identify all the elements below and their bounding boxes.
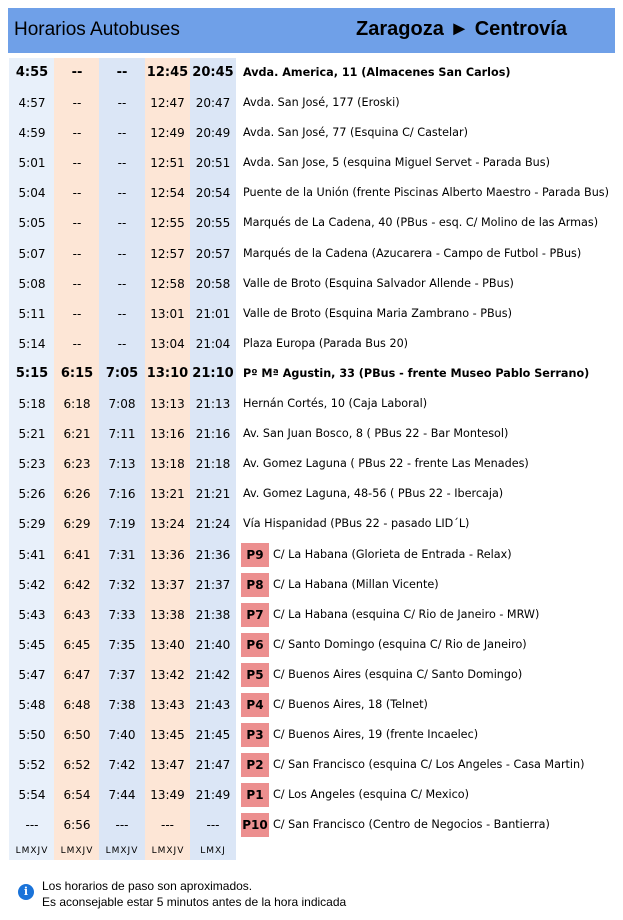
time-cell: -- bbox=[117, 216, 127, 231]
stop-name: Av. San Juan Bosco, 8 ( PBus 22 - Bar Montesol) bbox=[243, 427, 509, 441]
time-cell: --- bbox=[206, 818, 220, 833]
time-cell: 6:18 bbox=[63, 397, 91, 412]
table-row bbox=[0, 359, 623, 389]
stop-name: Avda. America, 11 (Almacenes San Carlos) bbox=[243, 66, 511, 79]
time-cell: 21:42 bbox=[195, 667, 231, 682]
time-cell: 20:45 bbox=[192, 65, 234, 80]
time-cell: 12:58 bbox=[150, 276, 185, 291]
time-cell: 20:47 bbox=[195, 96, 231, 111]
time-cell: 13:04 bbox=[150, 336, 185, 351]
stop-code-badge: P10 bbox=[241, 813, 269, 837]
days-label: LMXJV bbox=[105, 846, 139, 856]
time-cell: 5:54 bbox=[18, 788, 46, 803]
time-cell: 7:38 bbox=[108, 697, 136, 712]
time-cell: 21:24 bbox=[195, 517, 231, 532]
time-cell: 7:05 bbox=[105, 365, 139, 381]
time-cell: 21:04 bbox=[195, 336, 231, 351]
time-cell: 21:16 bbox=[195, 427, 231, 442]
time-cell: 5:23 bbox=[18, 457, 46, 472]
time-cell: -- bbox=[71, 65, 83, 80]
time-cell: -- bbox=[117, 246, 127, 261]
time-cell: 21:43 bbox=[195, 697, 231, 712]
table-row bbox=[0, 58, 623, 88]
table-row bbox=[0, 750, 623, 780]
time-cell: 20:57 bbox=[195, 246, 231, 261]
time-cell: 13:45 bbox=[150, 728, 185, 743]
table-row bbox=[0, 720, 623, 750]
table-row bbox=[0, 88, 623, 118]
time-cell: 5:29 bbox=[18, 517, 46, 532]
stop-name: C/ Buenos Aires (esquina C/ Santo Domingo) bbox=[273, 667, 523, 681]
time-cell: 6:42 bbox=[63, 577, 91, 592]
time-cell: -- bbox=[72, 306, 82, 321]
time-cell: 5:42 bbox=[18, 577, 46, 592]
stop-name: Av. Gomez Laguna ( PBus 22 - frente Las Menades) bbox=[243, 457, 529, 471]
table-row bbox=[0, 239, 623, 269]
time-cell: 12:47 bbox=[150, 96, 185, 111]
stop-name: Marqués de La Cadena, 40 (PBus - esq. C/ Molino de las Armas) bbox=[243, 216, 599, 230]
stop-name: Valle de Broto (Esquina Salvador Allende - PBus) bbox=[243, 276, 514, 290]
stop-name: Avda. San José, 177 (Eroski) bbox=[243, 96, 400, 110]
time-cell: 20:55 bbox=[195, 216, 231, 231]
table-row bbox=[0, 780, 623, 810]
header-title: Horarios Autobuses bbox=[14, 19, 180, 40]
schedule-table bbox=[0, 58, 623, 840]
time-cell: 5:45 bbox=[18, 637, 46, 652]
stop-code-badge: P6 bbox=[241, 633, 269, 657]
table-row bbox=[0, 419, 623, 449]
time-cell: -- bbox=[116, 65, 128, 80]
time-cell: 5:21 bbox=[18, 427, 46, 442]
stop-code-badge: P8 bbox=[241, 573, 269, 597]
time-cell: 21:47 bbox=[195, 758, 231, 773]
stop-name: Pº Mª Agustin, 33 (PBus - frente Museo Pablo Serrano) bbox=[243, 366, 590, 380]
time-cell: 13:10 bbox=[146, 365, 189, 381]
time-cell: 6:43 bbox=[63, 607, 91, 622]
time-cell: 6:54 bbox=[63, 788, 91, 803]
table-row bbox=[0, 269, 623, 299]
table-row bbox=[0, 600, 623, 630]
table-row bbox=[0, 329, 623, 359]
stop-code-badge: P1 bbox=[241, 783, 269, 807]
table-row bbox=[0, 479, 623, 509]
time-cell: 6:26 bbox=[63, 487, 91, 502]
time-cell: 12:49 bbox=[150, 126, 185, 141]
time-cell: 6:52 bbox=[63, 758, 91, 773]
time-cell: -- bbox=[72, 126, 82, 141]
stop-name: C/ La Habana (Glorieta de Entrada - Relax) bbox=[273, 547, 512, 561]
time-cell: 6:41 bbox=[63, 547, 91, 562]
time-cell: 4:59 bbox=[18, 126, 46, 141]
stop-name: Valle de Broto (Esquina Maria Zambrano - PBus) bbox=[243, 306, 512, 320]
note-line-1: Los horarios de paso son aproximados. bbox=[42, 879, 253, 893]
time-cell: 5:15 bbox=[15, 365, 49, 381]
stop-name: Hernán Cortés, 10 (Caja Laboral) bbox=[243, 397, 428, 411]
note-line-2: Es aconsejable estar 5 minutos antes de la hora indicada bbox=[42, 895, 347, 909]
stop-name: C/ Los Angeles (esquina C/ Mexico) bbox=[273, 788, 469, 802]
stop-name: C/ San Francisco (esquina C/ Los Angeles - Casa Martin) bbox=[273, 758, 585, 772]
time-cell: 13:37 bbox=[150, 577, 185, 592]
time-cell: 13:21 bbox=[150, 487, 185, 502]
stop-name: C/ La Habana (Millan Vicente) bbox=[273, 577, 439, 591]
time-cell: 21:36 bbox=[195, 547, 231, 562]
time-cell: 6:48 bbox=[63, 697, 91, 712]
time-cell: 7:42 bbox=[108, 758, 136, 773]
time-cell: 21:18 bbox=[195, 457, 231, 472]
time-cell: 21:21 bbox=[195, 487, 231, 502]
time-cell: 5:26 bbox=[18, 487, 46, 502]
table-row bbox=[0, 660, 623, 690]
time-cell: -- bbox=[117, 306, 127, 321]
time-cell: 21:10 bbox=[192, 365, 234, 381]
time-cell: 4:55 bbox=[15, 65, 49, 80]
stop-name: C/ Buenos Aires, 19 (frente Incaelec) bbox=[273, 728, 479, 742]
table-row bbox=[0, 630, 623, 660]
time-cell: -- bbox=[117, 276, 127, 291]
stop-name: C/ San Francisco (Centro de Negocios - Bantierra) bbox=[273, 818, 550, 832]
time-cell: --- bbox=[161, 818, 174, 833]
table-row bbox=[0, 118, 623, 148]
stop-name: Puente de la Unión (frente Piscinas Alberto Maestro - Parada Bus) bbox=[243, 186, 609, 200]
time-cell: 6:45 bbox=[63, 637, 91, 652]
time-cell: 4:57 bbox=[18, 96, 46, 111]
time-cell: -- bbox=[117, 126, 127, 141]
time-cell: 21:40 bbox=[195, 637, 231, 652]
stop-code-badge: P5 bbox=[241, 663, 269, 687]
time-cell: 5:05 bbox=[18, 216, 46, 231]
time-cell: 5:18 bbox=[18, 397, 46, 412]
table-row bbox=[0, 299, 623, 329]
time-cell: 6:15 bbox=[60, 365, 94, 381]
time-cell: 21:38 bbox=[195, 607, 231, 622]
stop-code-badge: P9 bbox=[241, 543, 269, 567]
time-cell: -- bbox=[72, 276, 82, 291]
time-cell: 20:51 bbox=[195, 156, 231, 171]
time-cell: 5:14 bbox=[18, 336, 46, 351]
time-cell: 13:43 bbox=[150, 697, 185, 712]
table-row bbox=[0, 449, 623, 479]
time-cell: 6:50 bbox=[63, 728, 91, 743]
time-cell: 13:38 bbox=[150, 607, 185, 622]
time-cell: 7:11 bbox=[108, 427, 136, 442]
table-row bbox=[0, 690, 623, 720]
time-cell: 5:52 bbox=[18, 758, 46, 773]
time-cell: --- bbox=[25, 818, 39, 833]
stop-name: Marqués de la Cadena (Azucarera - Campo de Futbol - PBus) bbox=[243, 246, 582, 260]
time-cell: 5:11 bbox=[18, 306, 46, 321]
time-cell: 20:49 bbox=[195, 126, 231, 141]
stop-name: Vía Hispanidad (PBus 22 - pasado LID´L) bbox=[243, 517, 470, 531]
time-cell: 13:13 bbox=[150, 397, 185, 412]
time-cell: 6:21 bbox=[63, 427, 91, 442]
stop-name: Avda. San Jose, 5 (esquina Miguel Servet - Parada Bus) bbox=[243, 156, 550, 170]
time-cell: -- bbox=[72, 96, 82, 111]
time-cell: 7:35 bbox=[108, 637, 136, 652]
time-cell: 13:01 bbox=[150, 306, 185, 321]
time-cell: 12:57 bbox=[150, 246, 185, 261]
time-cell: 7:31 bbox=[108, 547, 136, 562]
time-cell: 12:55 bbox=[150, 216, 185, 231]
time-cell: 5:41 bbox=[18, 547, 46, 562]
time-cell: 5:08 bbox=[18, 276, 46, 291]
days-label: LMXJV bbox=[15, 846, 49, 856]
time-cell: 5:43 bbox=[18, 607, 46, 622]
table-row bbox=[0, 148, 623, 178]
time-cell: -- bbox=[117, 96, 127, 111]
info-icon: i bbox=[18, 884, 34, 900]
time-cell: 7:44 bbox=[108, 788, 136, 803]
time-cell: 6:29 bbox=[63, 517, 91, 532]
time-cell: 20:58 bbox=[195, 276, 231, 291]
stop-name: Av. Gomez Laguna, 48-56 ( PBus 22 - Ibercaja) bbox=[243, 487, 504, 501]
stop-name: Plaza Europa (Parada Bus 20) bbox=[243, 336, 409, 350]
time-cell: 21:37 bbox=[195, 577, 231, 592]
time-cell: 21:13 bbox=[195, 397, 231, 412]
time-cell: 7:13 bbox=[108, 457, 136, 472]
time-cell: 12:54 bbox=[150, 186, 185, 201]
time-cell: 7:40 bbox=[108, 728, 136, 743]
time-cell: 13:40 bbox=[150, 637, 185, 652]
stop-code-badge: P2 bbox=[241, 753, 269, 777]
time-cell: 21:45 bbox=[195, 728, 231, 743]
stop-code-badge: P7 bbox=[241, 603, 269, 627]
time-cell: 5:48 bbox=[18, 697, 46, 712]
table-row bbox=[0, 540, 623, 570]
time-cell: 13:36 bbox=[150, 547, 185, 562]
time-cell: 21:01 bbox=[195, 306, 231, 321]
time-cell: 13:16 bbox=[150, 427, 185, 442]
time-cell: -- bbox=[117, 186, 127, 201]
time-cell: 7:08 bbox=[108, 397, 136, 412]
days-label: LMXJV bbox=[151, 846, 185, 856]
stop-name: Avda. San José, 77 (Esquina C/ Castelar) bbox=[243, 126, 468, 140]
time-cell: -- bbox=[117, 156, 127, 171]
time-cell: -- bbox=[72, 186, 82, 201]
time-cell: 5:04 bbox=[18, 186, 46, 201]
time-cell: 7:19 bbox=[108, 517, 136, 532]
time-cell: 7:32 bbox=[108, 577, 136, 592]
time-cell: 12:45 bbox=[146, 65, 189, 80]
time-cell: 13:42 bbox=[150, 667, 185, 682]
table-row bbox=[0, 389, 623, 419]
time-cell: 5:07 bbox=[18, 246, 46, 261]
stop-code-badge: P4 bbox=[241, 693, 269, 717]
time-cell: 6:56 bbox=[63, 818, 91, 833]
time-cell: -- bbox=[72, 336, 82, 351]
time-cell: 13:49 bbox=[150, 788, 185, 803]
time-cell: 5:47 bbox=[18, 667, 46, 682]
stop-name: C/ Santo Domingo (esquina C/ Rio de Janeiro) bbox=[273, 637, 527, 651]
stop-code-badge: P3 bbox=[241, 723, 269, 747]
time-cell: 13:24 bbox=[150, 517, 185, 532]
time-cell: 5:50 bbox=[18, 728, 46, 743]
time-cell: 20:54 bbox=[195, 186, 231, 201]
time-cell: -- bbox=[72, 156, 82, 171]
time-cell: -- bbox=[72, 216, 82, 231]
time-cell: 6:23 bbox=[63, 457, 91, 472]
days-label: LMXJ bbox=[200, 846, 226, 856]
time-cell: 21:49 bbox=[195, 788, 231, 803]
time-cell: 13:47 bbox=[150, 758, 185, 773]
table-row bbox=[0, 178, 623, 208]
table-row bbox=[0, 208, 623, 238]
table-row bbox=[0, 810, 623, 840]
header-bar bbox=[8, 8, 615, 53]
time-cell: 6:47 bbox=[63, 667, 91, 682]
time-cell: -- bbox=[72, 246, 82, 261]
time-cell: 13:18 bbox=[150, 457, 185, 472]
time-cell: --- bbox=[115, 818, 129, 833]
table-row bbox=[0, 570, 623, 600]
time-cell: 7:37 bbox=[108, 667, 136, 682]
time-cell: 7:16 bbox=[108, 487, 136, 502]
time-cell: 7:33 bbox=[108, 607, 136, 622]
route-title: Zaragoza ► Centrovía bbox=[356, 18, 567, 40]
time-cell: -- bbox=[117, 336, 127, 351]
table-row bbox=[0, 509, 623, 539]
stop-name: C/ La Habana (esquina C/ Rio de Janeiro - MRW) bbox=[273, 607, 540, 621]
stop-name: C/ Buenos Aires, 18 (Telnet) bbox=[273, 697, 428, 711]
time-cell: 5:01 bbox=[18, 156, 46, 171]
time-cell: 12:51 bbox=[150, 156, 185, 171]
days-label: LMXJV bbox=[60, 846, 94, 856]
